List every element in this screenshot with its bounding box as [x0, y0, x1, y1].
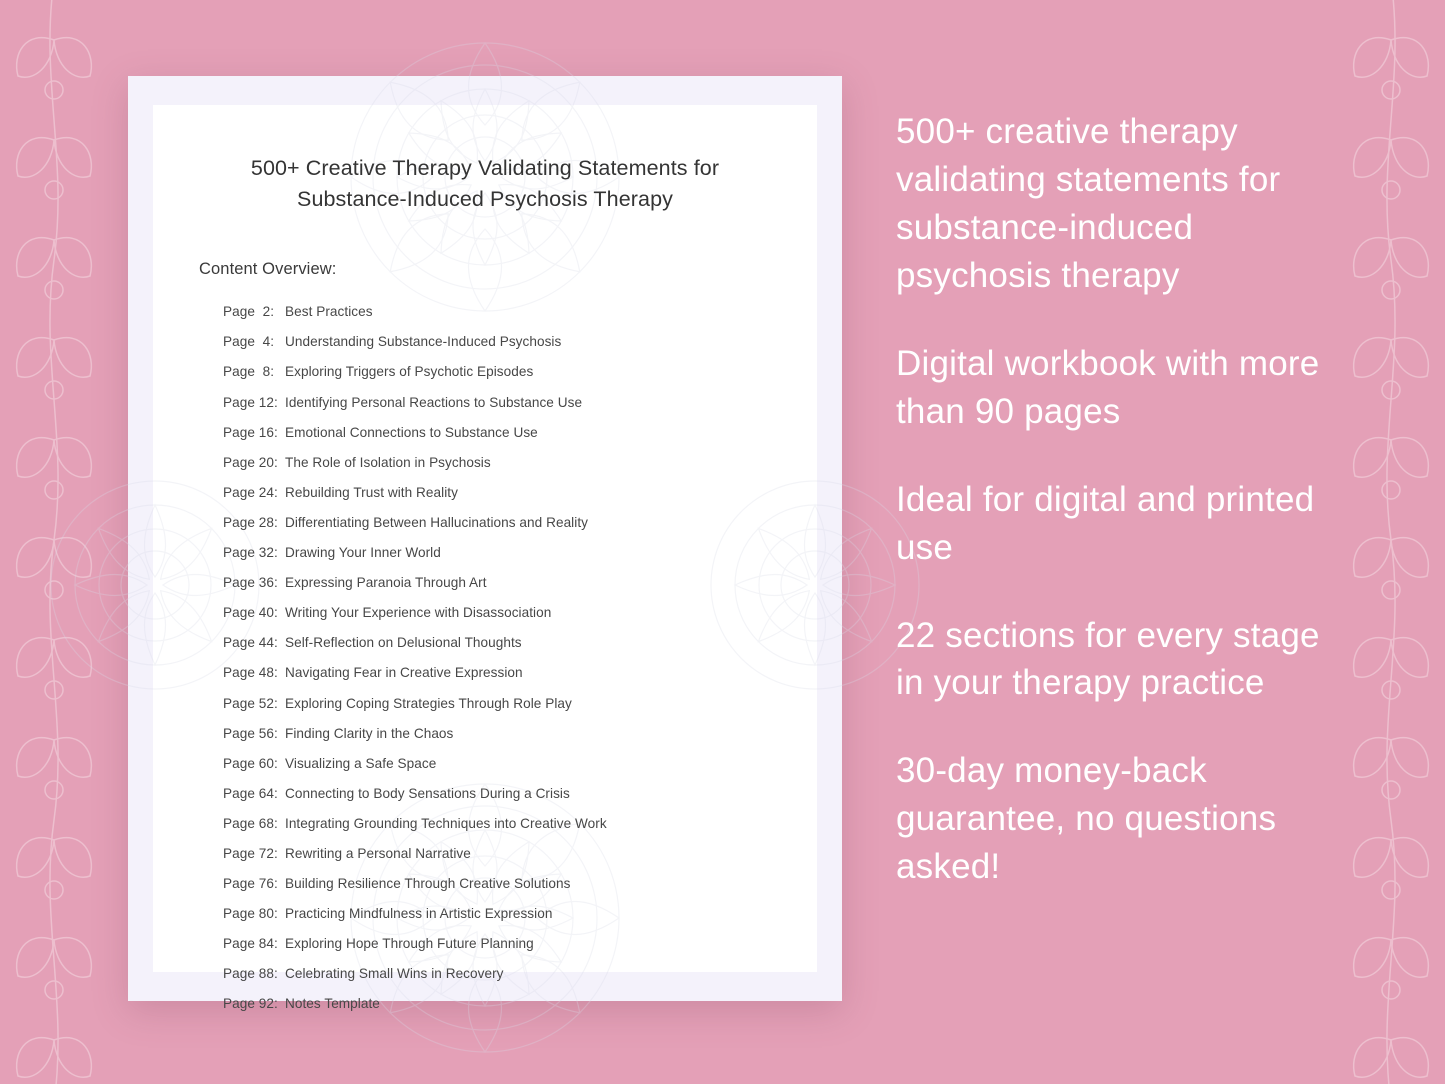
toc-entry-page: Page 40:	[223, 605, 278, 621]
toc-entry	[223, 658, 771, 688]
toc-entry-page: Page 4:	[223, 334, 275, 350]
toc-entry	[223, 448, 771, 478]
toc-entry-label: Rewriting a Personal Narrative	[285, 845, 471, 861]
toc-entry	[223, 869, 771, 899]
toc-entry-page: Page 24:	[223, 484, 278, 500]
toc-entry-page: Page 2:	[223, 304, 275, 320]
toc-entry-label: Exploring Hope Through Future Planning	[285, 936, 534, 952]
workbook-page	[153, 105, 817, 1012]
toc-entry-label: Emotional Connections to Substance Use	[285, 424, 538, 440]
toc-entry-page: Page 80:	[223, 906, 278, 922]
toc-entry-label: Building Resilience Through Creative Solutions	[285, 876, 571, 892]
toc-entry-label: Practicing Mindfulness in Artistic Expression	[285, 906, 553, 922]
toc-entry	[223, 568, 771, 598]
toc-entry-page: Page 84:	[223, 936, 278, 952]
toc-entry	[223, 508, 771, 538]
toc-entry-page: Page 36:	[223, 575, 278, 591]
toc-entry-page: Page 68:	[223, 815, 278, 831]
toc-entry-page: Page 20:	[223, 454, 278, 470]
toc-entry	[223, 417, 771, 447]
toc-entry-label: Visualizing a Safe Space	[285, 755, 437, 771]
toc-entry-label: Drawing Your Inner World	[285, 545, 441, 561]
toc-entry-page: Page 32:	[223, 545, 278, 561]
toc-entry-label: Integrating Grounding Techniques into Creative Work	[285, 815, 607, 831]
toc-entry-page: Page 8:	[223, 364, 275, 380]
marketing-pitch-list	[896, 108, 1346, 891]
toc-entry-label: Rebuilding Trust with Reality	[285, 484, 458, 500]
toc-entry-label: Understanding Substance-Induced Psychosis	[285, 334, 562, 350]
toc-entry	[223, 959, 771, 989]
floral-border-right	[1337, 0, 1445, 1084]
workbook-preview-card	[128, 76, 842, 1012]
toc-entry-page: Page 48:	[223, 665, 278, 681]
toc-entry	[223, 748, 771, 778]
toc-entry-label: Navigating Fear in Creative Expression	[285, 665, 523, 681]
pitch-item: 22 sections for every stage in your therapy practice	[896, 615, 1320, 703]
toc-entry-label: Expressing Paranoia Through Art	[285, 575, 487, 591]
toc-entry-label: Identifying Personal Reactions to Substance Use	[285, 394, 583, 410]
toc-entry	[223, 688, 771, 718]
toc-entry	[223, 839, 771, 869]
floral-border-left	[0, 0, 108, 1084]
toc-entry-label: Connecting to Body Sensations During a Crisis	[285, 785, 570, 801]
pitch-item: 500+ creative therapy validating statements for substance-induced psychosis therapy	[896, 112, 1281, 295]
pitch-item: Digital workbook with more than 90 pages	[896, 343, 1320, 431]
toc-entry	[223, 718, 771, 748]
toc-entry	[223, 899, 771, 929]
toc-entry	[223, 779, 771, 809]
toc-entry-page: Page 76:	[223, 876, 278, 892]
toc-entry-page: Page 88:	[223, 966, 278, 982]
toc-entry	[223, 598, 771, 628]
toc-entry-page: Page 28:	[223, 514, 278, 530]
toc-entry	[223, 327, 771, 357]
toc-entry-page: Page 64:	[223, 785, 278, 801]
workbook-page-content	[153, 105, 817, 1019]
toc-entry-label: Finding Clarity in the Chaos	[285, 725, 454, 741]
pitch-item: Ideal for digital and printed use	[896, 479, 1315, 567]
toc-entry	[223, 989, 771, 1019]
toc-entry-page: Page 12:	[223, 394, 278, 410]
toc-entry-page: Page 72:	[223, 845, 278, 861]
toc-entry	[223, 357, 771, 387]
toc-entry-label: Exploring Triggers of Psychotic Episodes	[285, 364, 534, 380]
toc-entry-label: Exploring Coping Strategies Through Role Play	[285, 695, 572, 711]
table-of-contents	[199, 297, 771, 1019]
toc-entry	[223, 628, 771, 658]
toc-entry-page: Page 60:	[223, 755, 278, 771]
toc-entry-page: Page 16:	[223, 424, 278, 440]
toc-entry-label: Celebrating Small Wins in Recovery	[285, 966, 504, 982]
toc-entry	[223, 538, 771, 568]
toc-entry-label: Notes Template	[285, 996, 380, 1012]
pitch-item: 30-day money-back guarantee, no questions asked!	[896, 751, 1277, 887]
toc-entry	[223, 387, 771, 417]
toc-entry-page: Page 52:	[223, 695, 278, 711]
toc-entry	[223, 809, 771, 839]
toc-entry-label: The Role of Isolation in Psychosis	[285, 454, 491, 470]
toc-entry-label: Self-Reflection on Delusional Thoughts	[285, 635, 522, 651]
toc-entry	[223, 478, 771, 508]
toc-entry-label: Best Practices	[285, 304, 373, 320]
content-overview-label: Content Overview:	[199, 260, 337, 279]
toc-entry-label: Writing Your Experience with Disassociation	[285, 605, 552, 621]
toc-entry-page: Page 56:	[223, 725, 278, 741]
toc-entry-page: Page 44:	[223, 635, 278, 651]
workbook-title: 500+ Creative Therapy Validating Statements for Substance-Induced Psychosis Therapy	[250, 156, 720, 211]
toc-entry	[223, 297, 771, 327]
toc-entry-page: Page 92:	[223, 996, 278, 1012]
toc-entry	[223, 929, 771, 959]
toc-entry-label: Differentiating Between Hallucinations and Reality	[285, 514, 588, 530]
